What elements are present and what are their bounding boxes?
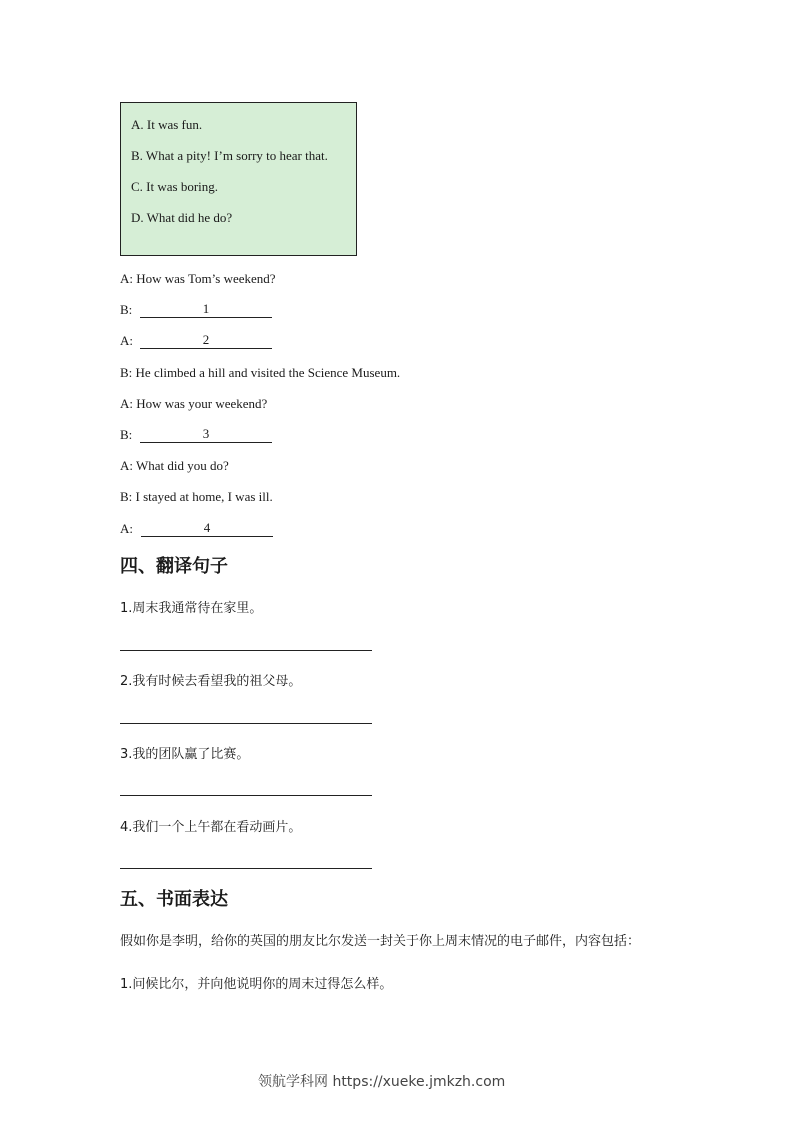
options-box [120,102,357,256]
option-a: A. It was fun. [131,117,203,132]
dialogue-line [120,365,400,381]
translate-item-2: 2.我有时候去看望我的祖父母。 [120,674,302,689]
option-b: B. What a pity! I’m sorry to hear that. [131,148,328,163]
section-4-title: 四、翻译句子 [120,556,228,577]
translate-item-3: 3.我的团队赢了比赛。 [120,747,250,762]
answer-line-2[interactable] [120,723,372,724]
dialogue-line [120,458,229,474]
answer-line-3[interactable] [120,795,372,796]
dialogue-line [120,396,267,412]
dialogue-text: He climbed a hill and visited the Science Museum. [135,365,401,380]
dialogue-line [120,271,276,287]
speaker: B: [120,365,133,380]
dialogue-text: I stayed at home, I was ill. [135,489,273,504]
dialogue-line [120,489,273,505]
answer-line-4[interactable] [120,868,372,869]
speaker: B: [120,489,133,504]
blank-1[interactable]: 1 [140,301,272,318]
writing-item-1: 1.问候比尔，并向他说明你的周末过得怎么样。 [120,977,393,992]
speaker: B: [120,427,133,442]
speaker: A: [120,458,133,473]
translate-item-4: 4.我们一个上午都在看动画片。 [120,820,302,835]
dialogue-text: How was your weekend? [136,396,268,411]
speaker: A: [120,333,133,348]
speaker: A: [120,271,133,286]
footer-watermark: 领航学科网 https://xueke.jmkzh.com [258,1074,506,1090]
blank-4[interactable]: 4 [141,520,273,537]
answer-line-1[interactable] [120,650,372,651]
blank-3[interactable]: 3 [140,426,272,443]
blank-2[interactable]: 2 [140,332,272,349]
speaker: B: [120,302,133,317]
speaker: A: [120,521,133,536]
option-d: D. What did he do? [131,210,233,225]
writing-prompt: 假如你是李明，给你的英国的朋友比尔发送一封关于你上周末情况的电子邮件，内容包括： [120,934,641,949]
dialogue-text: What did you do? [136,458,229,473]
translate-item-1: 1.周末我通常待在家里。 [120,601,263,616]
speaker: A: [120,396,133,411]
section-5-title: 五、书面表达 [120,889,228,910]
dialogue-text: How was Tom’s weekend? [136,271,276,286]
option-c: C. It was boring. [131,179,219,194]
